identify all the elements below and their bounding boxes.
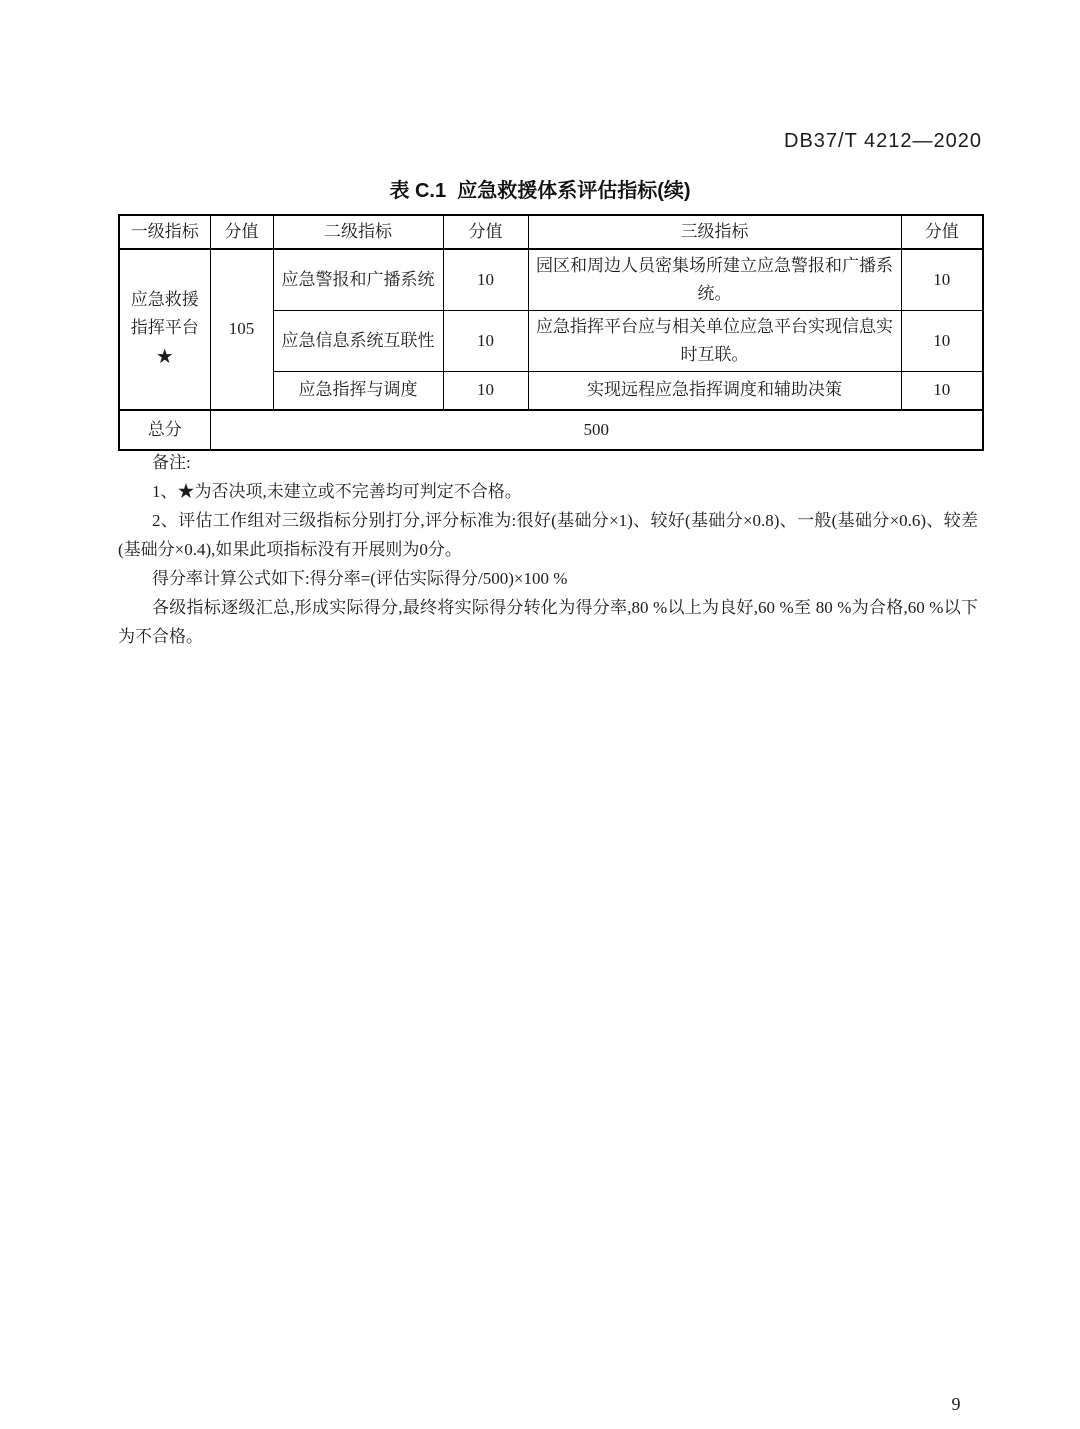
header-score3: 分值	[901, 215, 983, 249]
notes-section	[118, 448, 978, 651]
table-title: 表 C.1 应急救援体系评估指标(续)	[389, 180, 691, 202]
note-item: 1、★为否决项,未建立或不完善均可判定不合格。	[152, 482, 522, 501]
star-icon: ★	[155, 346, 174, 369]
table-header-row	[119, 215, 983, 249]
level1-indicator-cell	[119, 249, 210, 410]
level2-score-cell: 10	[443, 372, 528, 410]
note-item: 各级指标逐级汇总,形成实际得分,最终将实际得分转化为得分率,80 %以上为良好,60 %至 80 %为合格,60 %以下为不合格。	[118, 598, 978, 646]
level1-line: 指挥平台	[130, 318, 199, 338]
page-number: 9	[951, 1394, 961, 1414]
total-row	[119, 410, 983, 450]
level2-indicator-cell: 应急信息系统互联性	[273, 311, 443, 372]
level3-score-cell: 10	[901, 372, 983, 410]
note-item: 得分率计算公式如下:得分率=(评估实际得分/500)×100 %	[152, 569, 568, 588]
level3-score-cell: 10	[901, 311, 983, 372]
header-level3: 三级指标	[528, 215, 901, 249]
total-label-cell: 总分	[119, 410, 210, 450]
note-item: 2、评估工作组对三级指标分别打分,评分标准为:很好(基础分×1)、较好(基础分×0.8)、一般(基础分×0.6)、较差(基础分×0.4),如果此项指标没有开展则为0分。	[118, 511, 978, 559]
evaluation-table	[118, 214, 984, 451]
level2-score-cell: 10	[443, 249, 528, 311]
total-value-cell: 500	[210, 410, 983, 450]
level3-indicator-cell: 应急指挥平台应与相关单位应急平台实现信息实时互联。	[528, 311, 901, 372]
header-level2: 二级指标	[273, 215, 443, 249]
header-level1: 一级指标	[119, 215, 210, 249]
header-score1: 分值	[210, 215, 273, 249]
notes-label: 备注:	[152, 453, 191, 472]
level2-indicator-cell: 应急指挥与调度	[273, 372, 443, 410]
level2-score-cell: 10	[443, 311, 528, 372]
level1-score-cell: 105	[210, 249, 273, 410]
table-row	[119, 249, 983, 311]
level3-score-cell: 10	[901, 249, 983, 311]
level1-line: 应急救援	[130, 290, 199, 310]
level2-indicator-cell: 应急警报和广播系统	[273, 249, 443, 311]
doc-number: DB37/T 4212—2020	[784, 130, 982, 152]
level3-indicator-cell: 园区和周边人员密集场所建立应急警报和广播系统。	[528, 249, 901, 311]
header-score2: 分值	[443, 215, 528, 249]
level3-indicator-cell: 实现远程应急指挥调度和辅助决策	[528, 372, 901, 410]
